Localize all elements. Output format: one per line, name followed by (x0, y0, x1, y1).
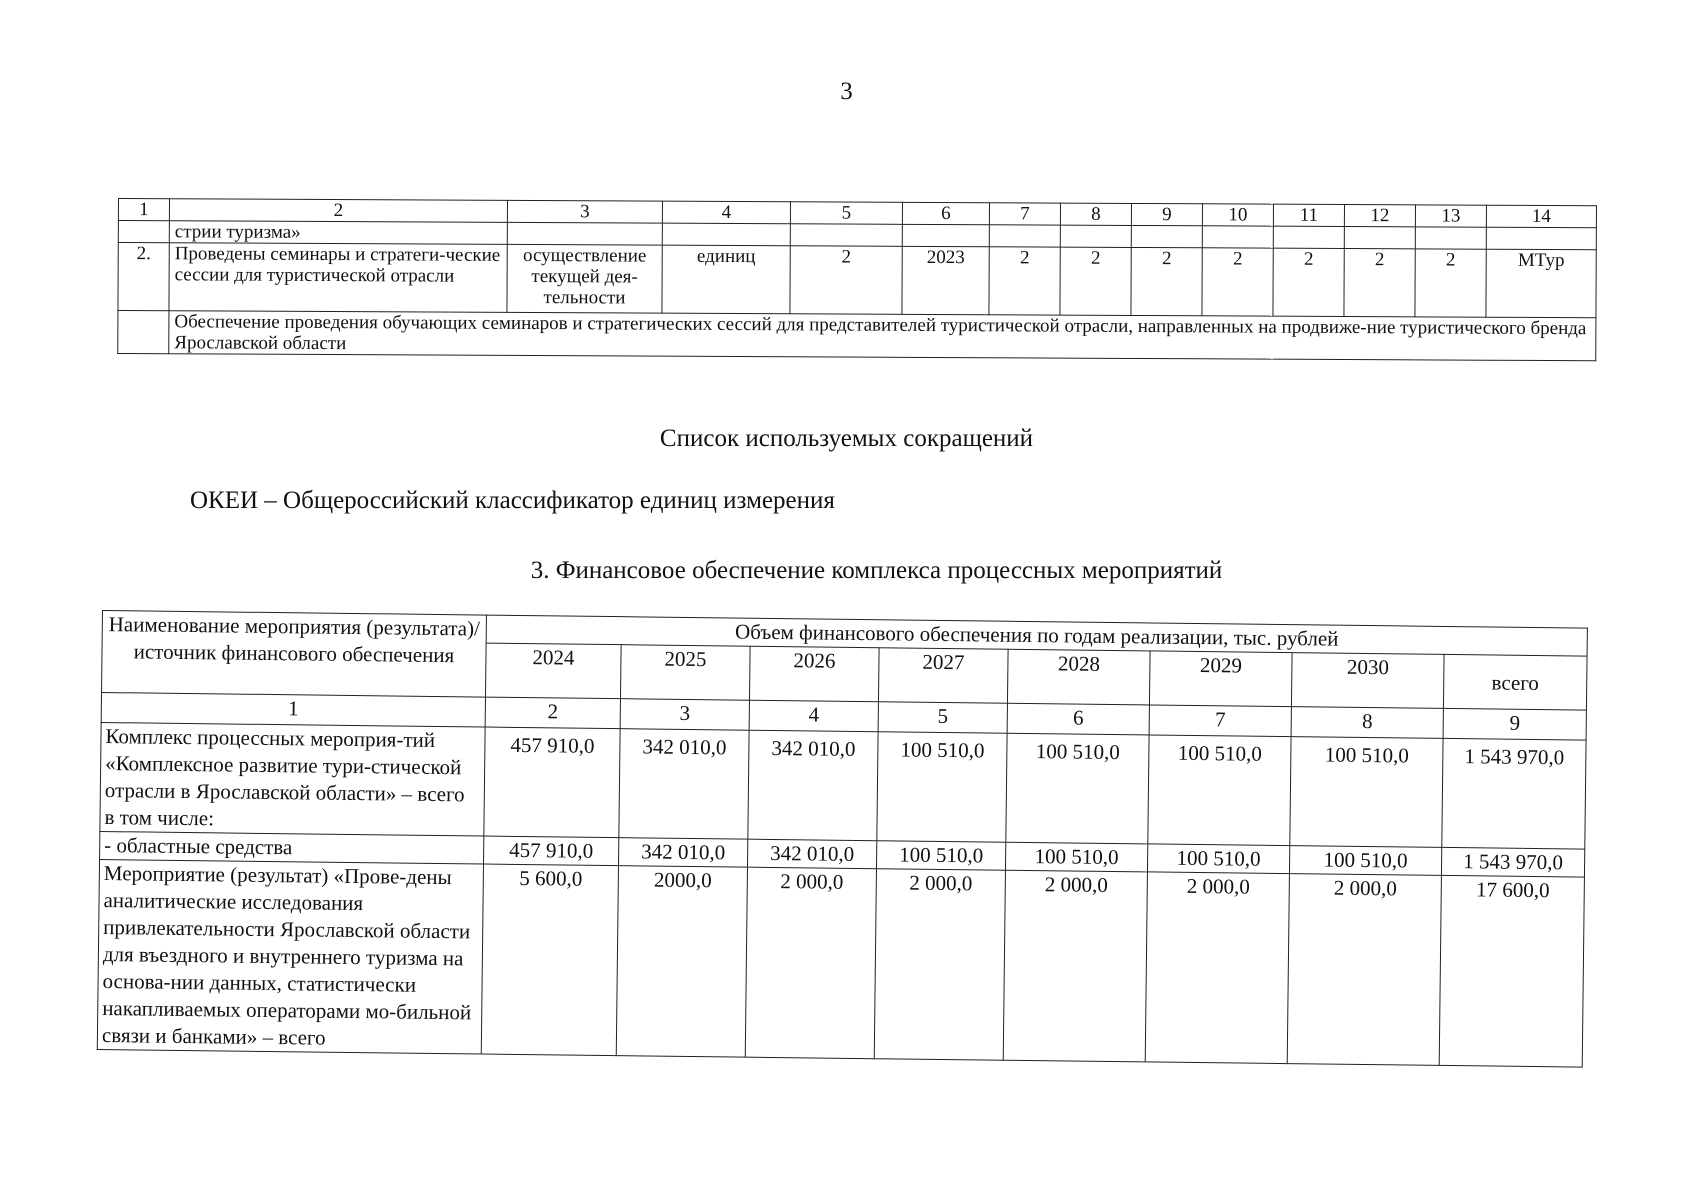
year-value: 2 (1344, 248, 1415, 316)
value-cell: 342 010,0 (748, 730, 878, 841)
col-number: 3 (620, 699, 749, 731)
header-name: Наименование мероприятия (результата)/ источник финансового обеспечения (102, 611, 487, 698)
year-header: 2028 (1007, 649, 1150, 705)
year-header: 2024 (485, 643, 621, 699)
page-number: 3 (840, 78, 853, 105)
col-number: 1 (101, 693, 485, 728)
value-cell: 457 910,0 (484, 836, 619, 866)
row-number: 2. (118, 243, 169, 311)
year-value: 2 (1273, 248, 1344, 316)
value-cell: 2 000,0 (1287, 874, 1441, 1066)
finance-section-title: 3. Финансовое обеспечение комплекса процессных мероприятий (530, 557, 1223, 584)
col-number: 2 (169, 199, 507, 223)
year-value: 2 (1131, 247, 1202, 315)
col-number: 2 (485, 697, 620, 729)
col-number: 11 (1273, 204, 1344, 226)
table-row (118, 243, 1596, 318)
total-cell: 1 543 970,0 (1441, 847, 1584, 877)
total-cell: 17 600,0 (1439, 875, 1584, 1067)
col-number: 8 (1291, 707, 1443, 739)
col-number: 6 (1007, 703, 1149, 735)
value-cell: 342 010,0 (619, 729, 749, 840)
col-number: 14 (1486, 205, 1596, 228)
col-number: 13 (1415, 205, 1486, 227)
value-cell: 100 510,0 (1147, 844, 1289, 874)
col-number: 6 (902, 202, 989, 224)
value-cell: 100 510,0 (877, 732, 1007, 843)
continuation-text: стрии туризма» (169, 221, 507, 245)
year-value: 2 (1060, 247, 1131, 315)
row-name: Комплекс процессных мероприя-тий «Комплексное развитие тури-стической отрасли в Ярославской области» – всего в том числе: (100, 722, 485, 836)
col-number: 1 (118, 199, 169, 221)
header-volume: Объем финансового обеспечения по годам реализации, тыс. рублей (486, 615, 1587, 656)
value-cell: 2 000,0 (1003, 870, 1147, 1062)
col-number: 4 (749, 700, 878, 732)
abbreviation-item: ОКЕИ – Общероссийский классификатор единиц измерения (190, 487, 835, 514)
col-number: 7 (989, 203, 1060, 225)
value-cell: 2 000,0 (745, 867, 876, 1059)
value-cell: 100 510,0 (1148, 735, 1291, 846)
value-cell: 342 010,0 (747, 839, 876, 869)
value-cell: 342 010,0 (619, 838, 748, 868)
indicator-unit: единиц (662, 245, 790, 314)
col-number: 12 (1344, 204, 1415, 226)
col-number: 5 (878, 702, 1007, 734)
year-value: 2 (1415, 249, 1486, 317)
value-cell: 100 510,0 (1290, 737, 1443, 848)
col-number: 4 (662, 201, 790, 224)
total-cell: 1 543 970,0 (1442, 738, 1586, 849)
col-number: 7 (1149, 705, 1291, 737)
indicator-description: Обеспечение проведения обучающих семинаров и стратегических сессий для представителей туристической отрасли, направленных на продвиже-ние туристического бренда Ярославской области (169, 311, 1596, 361)
year-value: 2 (989, 247, 1060, 315)
value-cell: 100 510,0 (1006, 733, 1149, 844)
indicators-table (117, 198, 1597, 361)
indicator-type: осуществление текущей дея-тельности (507, 244, 662, 313)
value-cell: 100 510,0 (1289, 846, 1441, 876)
col-number: 9 (1131, 203, 1202, 225)
col-number: 5 (790, 202, 902, 225)
col-number: 9 (1443, 708, 1586, 740)
responsible: МТур (1486, 249, 1596, 318)
base-value: 2 (790, 246, 902, 315)
table-row (118, 311, 1596, 361)
year-header: 2029 (1149, 651, 1292, 707)
indicator-name: Проведены семинары и стратеги-ческие сессии для туристической отрасли (169, 243, 507, 313)
year-header: 2025 (620, 645, 750, 701)
year-value: 2 (1202, 248, 1273, 316)
year-header: 2026 (749, 646, 879, 702)
value-cell: 2 000,0 (874, 869, 1005, 1061)
value-cell: 2 000,0 (1145, 872, 1289, 1064)
value-cell: 100 510,0 (1005, 842, 1147, 872)
year-header: 2027 (878, 648, 1008, 704)
total-header: всего (1443, 654, 1587, 710)
col-number: 8 (1060, 203, 1131, 225)
table-row (97, 859, 1584, 1067)
value-cell: 457 910,0 (484, 727, 620, 838)
col-number: 10 (1202, 204, 1273, 226)
year-header: 2030 (1291, 653, 1444, 709)
abbreviations-title: Список используемых сокращений (659, 425, 1034, 452)
value-cell: 2000,0 (616, 866, 747, 1058)
value-cell: 5 600,0 (481, 864, 618, 1056)
value-cell: 100 510,0 (876, 841, 1005, 871)
base-year: 2023 (902, 246, 989, 314)
row-name: - областные средства (100, 831, 484, 864)
table-row (100, 722, 1586, 849)
row-name: Мероприятие (результат) «Прове-дены аналитические исследования привлекательности Ярославской области для въездного и внутреннего туризма на основа-нии данных, статистически накапливаемых операторами мо-бильной связи и банками» – всего (97, 859, 483, 1054)
financing-table (97, 610, 1588, 1068)
col-number: 3 (507, 200, 662, 223)
